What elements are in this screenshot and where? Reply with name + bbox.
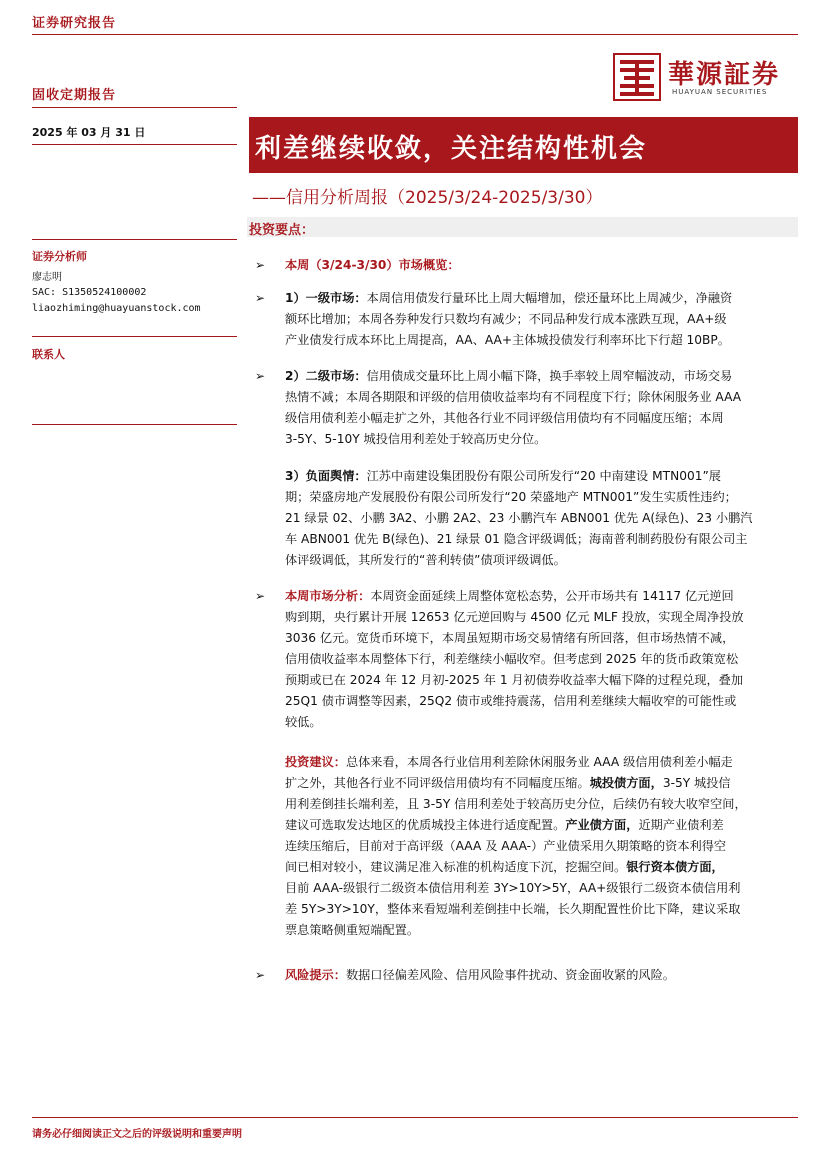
chanye-label: 产业债方面， (565, 818, 639, 832)
chengtou-label: 城投债方面， (589, 776, 663, 790)
paragraph-line: 数据口径偏差风险、信用风险事件扰动、资金面收紧的风险。 (345, 968, 675, 982)
logo-english-name: HUAYUAN SECURITIES (672, 88, 768, 96)
paragraph-line: 建议可选取发达地区的优质城投主体进行适度配置。 (285, 818, 566, 832)
paragraph-line: 预期或已在 2024 年 12 月初-2025 年 1 月初债券收益率大幅下降的过程兑现，叠加 (285, 673, 744, 687)
analyst-sac: SAC: S1350524100002 (32, 287, 147, 298)
bank-capital-label: 银行资本债方面， (626, 860, 724, 874)
paragraph-line: 总体来看，本周各行业信用利差除休闲服务业 AAA 级信用债利差小幅走 (345, 755, 733, 769)
investment-advice-paragraph (285, 752, 798, 941)
secondary-market-label: 2）二级市场： (285, 369, 367, 383)
paragraph-line: 本周信用债发行量环比上周大幅增加，偿还量环比上周减少，净融资 (366, 291, 733, 305)
primary-market-paragraph (285, 288, 798, 351)
paragraph-line: 25Q1 债市调整等因素，25Q2 债市或维持震荡，信用利差继续大幅收窄的可能性或 (285, 694, 737, 708)
report-title: 利差继续收敛，关注结构性机会 (255, 134, 648, 164)
category-divider (32, 107, 237, 108)
report-type-label: 证券研究报告 (32, 16, 117, 31)
contact-section-label: 联系人 (32, 348, 65, 361)
logo-chinese-name: 華源証券 (668, 60, 781, 90)
paragraph-line: 购到期，央行累计开展 12653 亿元逆回购与 4500 亿元 MLF 投放，实现全周净投放 (285, 610, 744, 624)
paragraph-line: 目前 AAA-级银行二级资本债信用利差 3Y>10Y>5Y，AA+级银行二级资本债信用利 (285, 881, 741, 895)
secondary-market-paragraph (285, 366, 798, 450)
negative-news-label: 3）负面舆情： (285, 469, 367, 483)
sidebar-mid-divider (32, 336, 237, 337)
paragraph-line: 3036 亿元。宽货币环境下，本周虽短期市场交易情绪有所回落，但市场热情不减， (285, 631, 735, 645)
negative-news-paragraph (285, 466, 798, 571)
highlights-label: 投资要点： (249, 223, 315, 238)
footer-divider (32, 1117, 798, 1118)
overview-heading (285, 255, 798, 276)
paragraph-line: 用利差倒挂长端利差，且 3-5Y 信用利差处于较高历史分位，后续仍有较大收窄空间， (285, 797, 747, 811)
bullet-arrow-icon: ➢ (255, 291, 266, 305)
sidebar-bottom-divider (32, 424, 237, 425)
analyst-name: 廖志明 (32, 272, 62, 283)
date-divider (32, 144, 237, 145)
paragraph-line: 较低。 (285, 715, 322, 729)
paragraph-line: 级信用债利差小幅走扩之外，其他各行业不同评级信用债均有不同幅度压缩；本周 (285, 411, 724, 425)
sidebar-top-divider (32, 239, 237, 240)
analyst-section-label: 证券分析师 (32, 250, 87, 263)
paragraph-line: 信用债成交量环比上周小幅下降，换手率较上周窄幅波动，市场交易 (366, 369, 733, 383)
paragraph-line: 近期产业债利差 (638, 818, 724, 832)
paragraph-line: 间已相对较小，建议满足准入标准的机构适度下沉，挖掘空间。 (285, 860, 627, 874)
bullet-arrow-icon: ➢ (255, 589, 266, 603)
paragraph-line: 3-5Y 城投信 (662, 776, 731, 790)
primary-market-label: 1）一级市场： (285, 291, 367, 305)
paragraph-line: 票息策略侧重短端配置。 (285, 923, 420, 937)
bullet-arrow-icon: ➢ (255, 968, 266, 982)
paragraph-line: 差 5Y>3Y>10Y，整体来看短端利差倒挂中长端，长久期配置性价比下降，建议采取 (285, 902, 741, 916)
company-logo (612, 52, 802, 104)
report-category-label: 固收定期报告 (32, 88, 117, 103)
paragraph-line: 3-5Y、5-10Y 城投信用利差处于较高历史分位。 (285, 432, 547, 446)
paragraph-line: 21 绿景 02、小鹏 3A2、小鹏 2A2、23 小鹏汽车 ABN001 优先 A(绿色)、23 小鹏汽 (285, 511, 753, 525)
paragraph-line: 体评级调低，其所发行的“普利转债”债项评级调低。 (285, 553, 566, 567)
risk-warning-label: 风险提示： (285, 968, 346, 982)
paragraph-line: 连续压缩后，目前对于高评级（AAA 及 AAA-）产业债采用久期策略的资本利得空 (285, 839, 727, 853)
market-analysis-label: 本周市场分析： (285, 589, 371, 603)
risk-warning-paragraph (285, 965, 798, 986)
report-date: 2025 年 03 月 31 日 (32, 126, 146, 139)
paragraph-line: 额环比增加；本周各券种发行只数均有减少；不同品种发行成本涨跌互现，AA+级 (285, 312, 727, 326)
paragraph-line: 本周资金面延续上周整体宽松态势，公开市场共有 14117 亿元逆回 (370, 589, 734, 603)
logo-mark-icon (612, 52, 662, 102)
bullet-arrow-icon: ➢ (255, 369, 266, 383)
overview-heading-text: 本周（3/24-3/30）市场概览： (285, 258, 460, 272)
footer-disclaimer: 请务必仔细阅读正文之后的评级说明和重要声明 (32, 1129, 242, 1140)
paragraph-line: 车 ABN001 优先 B(绿色)、21 绿景 01 隐含评级调低；海南普利制药股份有限公司主 (285, 532, 748, 546)
title-banner (249, 117, 798, 173)
paragraph-line: 产业债发行成本环比上周提高，AA、AA+主体城投债发行利率环比下行超 10BP。 (285, 333, 730, 347)
bullet-arrow-icon: ➢ (255, 258, 266, 272)
paragraph-line: 江苏中南建设集团股份有限公司所发行“20 中南建设 MTN001”展 (366, 469, 721, 483)
paragraph-line: 扩之外，其他各行业不同评级信用债均有不同幅度压缩。 (285, 776, 590, 790)
header-divider (32, 34, 798, 35)
paragraph-line: 信用债收益率本周整体下行，利差继续小幅收窄。但考虑到 2025 年的货币政策宽松 (285, 652, 739, 666)
analyst-email[interactable]: liaozhiming@huayuanstock.com (32, 303, 201, 314)
highlights-header (247, 217, 798, 237)
investment-advice-label: 投资建议： (285, 755, 346, 769)
paragraph-line: 热情不减；本周各期限和评级的信用债收益率均有不同程度下行；除休闲服务业 AAA (285, 390, 742, 404)
market-analysis-paragraph (285, 586, 798, 733)
report-subtitle: ——信用分析周报（2025/3/24-2025/3/30） (252, 188, 603, 208)
paragraph-line: 期；荣盛房地产发展股份有限公司所发行“20 荣盛地产 MTN001”发生实质性违约； (285, 490, 737, 504)
